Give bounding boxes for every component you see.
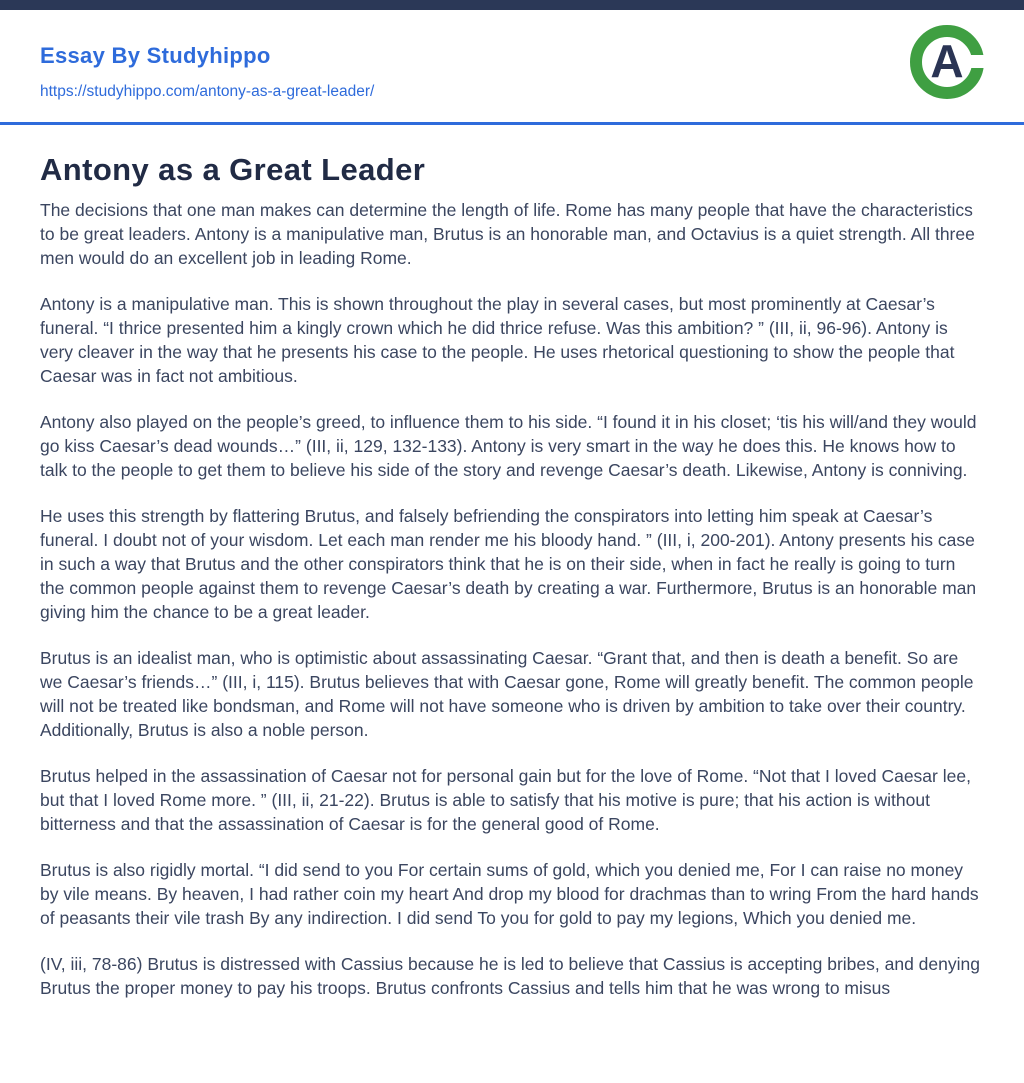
header-text-block	[40, 10, 984, 101]
top-accent-bar	[0, 0, 1024, 10]
source-url-link[interactable]: https://studyhippo.com/antony-as-a-great-leader/	[40, 83, 375, 100]
studyhippo-logo	[908, 23, 986, 101]
essay-paragraph: Antony also played on the people’s greed, to influence them to his side. “I found it in his closet; ‘tis his will/and they would go kiss Caesar’s dead wounds…” (III, ii, 129, 132-133). Antony is very smart in the way he does this. He knows how to talk to the people to get them to believe his side of the story and revenge Caesar’s death. Likewise, Antony is conniving.	[40, 412, 977, 480]
essay-body	[40, 198, 984, 1000]
logo-letter: A	[930, 34, 964, 87]
essay-paragraph: Antony is a manipulative man. This is shown throughout the play in several cases, but most prominently at Caesar’s funeral. “I thrice presented him a kingly crown which he did thrice refuse. Was this ambition? ” (III, ii, 96-96). Antony is very cleaver in the way that he presents his case to the people. He uses rhetorical questioning to show the people that Caesar was in fact not ambitious.	[40, 294, 955, 386]
essay-paragraph: He uses this strength by flattering Brutus, and falsely befriending the conspirators into letting him speak at Caesar’s funeral. I doubt not of your wisdom. Let each man render me his bloody hand. ” (III, i, 200-201). Antony presents his case in such a way that Brutus and the other conspirators think that he is on their side, when in fact he really is going to turn the common people against them to revenge Caesar’s death by creating a war. Furthermore, Brutus is an honorable man giving him the chance to be a great leader.	[40, 506, 977, 622]
essay-paragraph: Brutus is also rigidly mortal. “I did send to you For certain sums of gold, which you denied me, For I can raise no money by vile means. By heaven, I had rather coin my heart And drop my blood for drachmas than to wring From the hard hands of peasants their vile trash By any indirection. I did send To you for gold to pay my legions, Which you denied me.	[40, 860, 979, 928]
essay-paragraph: Brutus is an idealist man, who is optimistic about assassinating Caesar. “Grant that, and then is death a benefit. So are we Caesar’s friends…” (III, i, 115). Brutus believes that with Caesar gone, Rome will greatly benefit. The common people will not be treated like bondsman, and Rome will not have someone who is driven by ambition to take over their country. Additionally, Brutus is also a noble person.	[40, 648, 974, 740]
essay-paragraph: Brutus helped in the assassination of Caesar not for personal gain but for the love of Rome. “Not that I loved Caesar lee, but that I loved Rome more. ” (III, ii, 21-22). Brutus is able to satisfy that his motive is pure; that his action is without bitterness and that the assassination of Caesar is for the general good of Rome.	[40, 766, 971, 834]
essay-paragraph: The decisions that one man makes can determine the length of life. Rome has many people that have the characteristics to be great leaders. Antony is a manipulative man, Brutus is an honorable man, and Octavius is a quiet strength. All three men would do an excellent job in leading Rome.	[40, 200, 975, 268]
essay-title: Antony as a Great Leader	[40, 152, 426, 187]
essay-content	[0, 152, 1024, 1000]
essay-paragraph: (IV, iii, 78-86) Brutus is distressed with Cassius because he is led to believe that Cassius is accepting bribes, and denying Brutus the proper money to pay his troops. Brutus confronts Cassius and tells him that he was wrong to misus	[40, 954, 980, 998]
site-header	[0, 10, 1024, 125]
site-title: Essay By Studyhippo	[40, 43, 271, 68]
